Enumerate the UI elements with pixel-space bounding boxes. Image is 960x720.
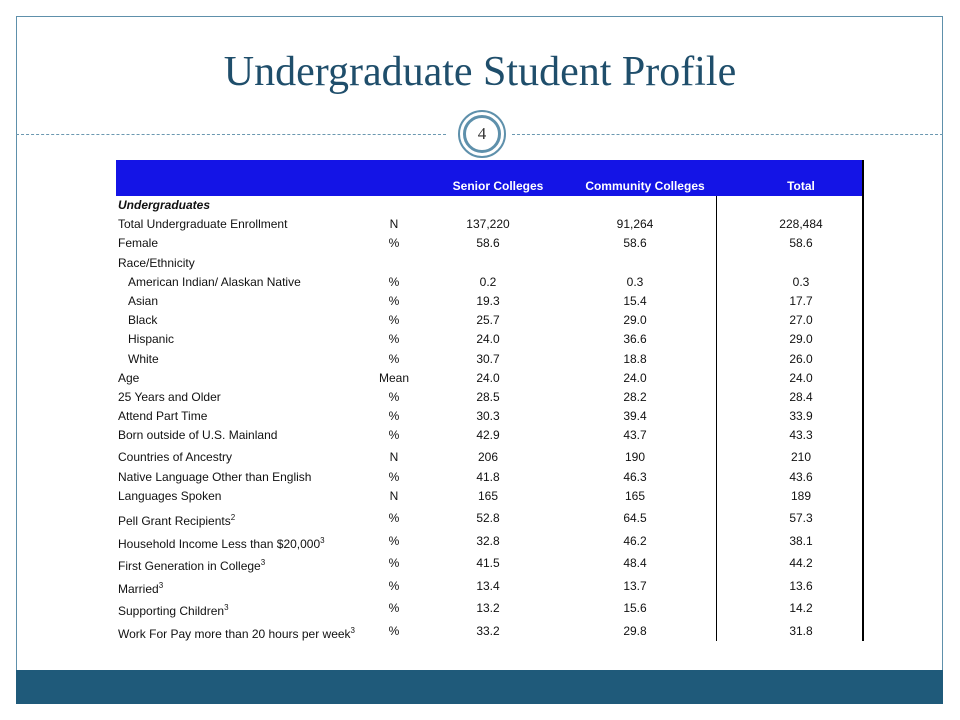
table-row [116,350,862,369]
header-senior-colleges: Senior Colleges [452,179,544,193]
cell-senior: 19.3 [476,293,500,308]
row-label-text: Languages Spoken [118,489,222,504]
table-row [116,273,862,292]
row-label-text: Pell Grant Recipients [118,514,231,529]
cell-senior: 24.0 [476,332,500,347]
table-row [116,292,862,311]
cell-total: 28.4 [789,389,813,404]
cell-community: 29.8 [623,623,647,638]
cell-total: 31.8 [789,623,813,638]
row-unit: Mean [378,370,410,385]
row-label [118,369,139,388]
cell-total: 210 [790,450,812,465]
table-row [116,311,862,330]
cell-senior: 52.8 [476,511,500,526]
row-label-text: Supporting Children [118,604,225,619]
cell-total: 24.0 [789,370,813,385]
table-row [116,506,862,529]
cell-senior: 206 [477,450,499,465]
row-label-text: Household Income Less than $20,000 [118,536,321,551]
row-label-text: White [128,351,159,366]
row-unit: % [388,409,400,424]
footnote-marker: 3 [320,535,325,545]
title-divider-left [16,134,446,135]
row-label [118,196,210,215]
row-label [118,388,221,407]
table-row [116,574,862,597]
cell-senior: 28.5 [476,389,500,404]
row-unit: N [389,217,399,232]
row-label [118,407,207,426]
row-label-text: Married [118,581,159,596]
cell-community: 18.8 [623,351,647,366]
cell-community: 91,264 [616,217,654,232]
table-body [116,196,864,641]
cell-senior: 30.3 [476,409,500,424]
row-label-text: Race/Ethnicity [118,255,195,270]
row-unit: % [388,351,400,366]
footnote-marker: 3 [350,625,355,635]
page-number: 4 [463,115,501,153]
row-label-text: Total Undergraduate Enrollment [118,217,288,232]
cell-total: 57.3 [789,511,813,526]
table-row [116,445,862,468]
cell-total: 43.3 [789,428,813,443]
cell-community: 39.4 [623,409,647,424]
table-row [116,254,862,273]
cell-community: 43.7 [623,428,647,443]
cell-total: 27.0 [789,313,813,328]
cell-total: 189 [790,489,812,504]
row-label [118,487,221,506]
row-unit: % [388,511,400,526]
table-row [116,407,862,426]
cell-total: 26.0 [789,351,813,366]
cell-community: 58.6 [623,236,647,251]
row-label-text: Countries of Ancestry [118,450,233,465]
row-unit: N [389,489,399,504]
row-unit: % [388,533,400,548]
row-label-text: Black [128,313,158,328]
slide-title: Undergraduate Student Profile [223,49,737,95]
cell-community: 15.4 [623,293,647,308]
footer-band [16,670,943,704]
cell-total: 228,484 [779,217,823,232]
row-label [128,330,174,349]
cell-senior: 24.0 [476,370,500,385]
cell-community: 36.6 [623,332,647,347]
cell-total: 58.6 [789,236,813,251]
row-unit: N [389,450,399,465]
table-row [116,330,862,349]
cell-total: 0.3 [792,274,810,289]
row-unit: % [388,556,400,571]
cell-senior: 165 [477,489,499,504]
cell-total: 43.6 [789,469,813,484]
cell-senior: 41.8 [476,469,500,484]
row-label-text: Asian [128,293,159,308]
row-label-text: American Indian/ Alaskan Native [128,274,301,289]
footnote-marker: 2 [230,513,236,523]
title-divider-right [512,134,943,135]
table-row [116,596,862,619]
row-label [128,350,159,369]
cell-community: 13.7 [623,578,647,593]
cell-community: 46.2 [623,533,647,548]
table-row [116,619,862,642]
row-unit: % [388,293,400,308]
table-row [116,369,862,388]
cell-community: 24.0 [623,370,647,385]
cell-senior: 13.2 [476,601,500,616]
cell-senior: 13.4 [476,578,500,593]
student-profile-table [116,160,864,641]
row-unit: % [388,236,400,251]
row-label [118,468,311,487]
row-label-text: First Generation in College [118,559,261,574]
row-unit: % [388,578,400,593]
row-label [118,426,277,445]
cell-community: 15.6 [623,601,647,616]
table-row [116,487,862,506]
row-label-text: Undergraduates [118,198,211,212]
cell-total: 14.2 [789,601,813,616]
table-row [116,551,862,574]
row-unit: % [388,389,400,404]
row-label [118,445,232,469]
row-label [128,292,158,311]
row-label-text: Work For Pay more than 20 hours per week [118,626,351,641]
footnote-marker: 3 [158,580,164,590]
row-unit: % [388,469,400,484]
row-label [118,234,158,253]
cell-total: 17.7 [789,293,813,308]
cell-senior: 30.7 [476,351,500,366]
row-label-text: 25 Years and Older [118,389,221,404]
cell-senior: 0.2 [479,274,497,289]
row-unit: % [388,623,400,638]
table-row [116,215,862,234]
cell-community: 46.3 [623,469,647,484]
cell-senior: 42.9 [476,428,500,443]
cell-total: 13.6 [789,578,813,593]
row-label-text: Born outside of U.S. Mainland [118,428,278,443]
row-label [118,215,287,234]
page-number-badge [458,110,506,158]
table-row [116,529,862,552]
table-row [116,388,862,407]
row-unit: % [388,313,400,328]
header-total: Total [787,179,815,193]
row-label [118,619,355,646]
cell-total: 44.2 [789,556,813,571]
row-label-text: Female [118,236,159,251]
cell-community: 29.0 [623,313,647,328]
table-row [116,196,862,215]
row-unit: % [388,332,400,347]
cell-community: 0.3 [626,274,644,289]
cell-community: 48.4 [623,556,647,571]
cell-community: 190 [624,450,646,465]
row-label-text: Native Language Other than English [118,469,312,484]
cell-community: 28.2 [623,389,647,404]
cell-senior: 32.8 [476,533,500,548]
cell-community: 64.5 [623,511,647,526]
row-label [118,254,195,273]
row-unit: % [388,274,400,289]
row-label-text: Hispanic [128,332,175,347]
cell-total: 29.0 [789,332,813,347]
table-header [116,160,864,196]
cell-community: 165 [624,489,646,504]
row-unit: % [388,601,400,616]
cell-senior: 137,220 [466,217,510,232]
cell-senior: 58.6 [476,236,500,251]
row-label [128,311,157,330]
row-label [128,273,301,292]
row-label-text: Attend Part Time [118,409,208,424]
cell-total: 33.9 [789,409,813,424]
table-row [116,234,862,253]
table-row [116,468,862,487]
row-label-text: Age [118,370,140,385]
table-row [116,426,862,445]
footnote-marker: 3 [260,558,266,568]
header-community-colleges: Community Colleges [585,179,705,193]
cell-senior: 33.2 [476,623,500,638]
row-unit: % [388,428,400,443]
cell-senior: 25.7 [476,313,500,328]
footnote-marker: 3 [224,603,229,613]
cell-total: 38.1 [789,533,813,548]
cell-senior: 41.5 [476,556,500,571]
